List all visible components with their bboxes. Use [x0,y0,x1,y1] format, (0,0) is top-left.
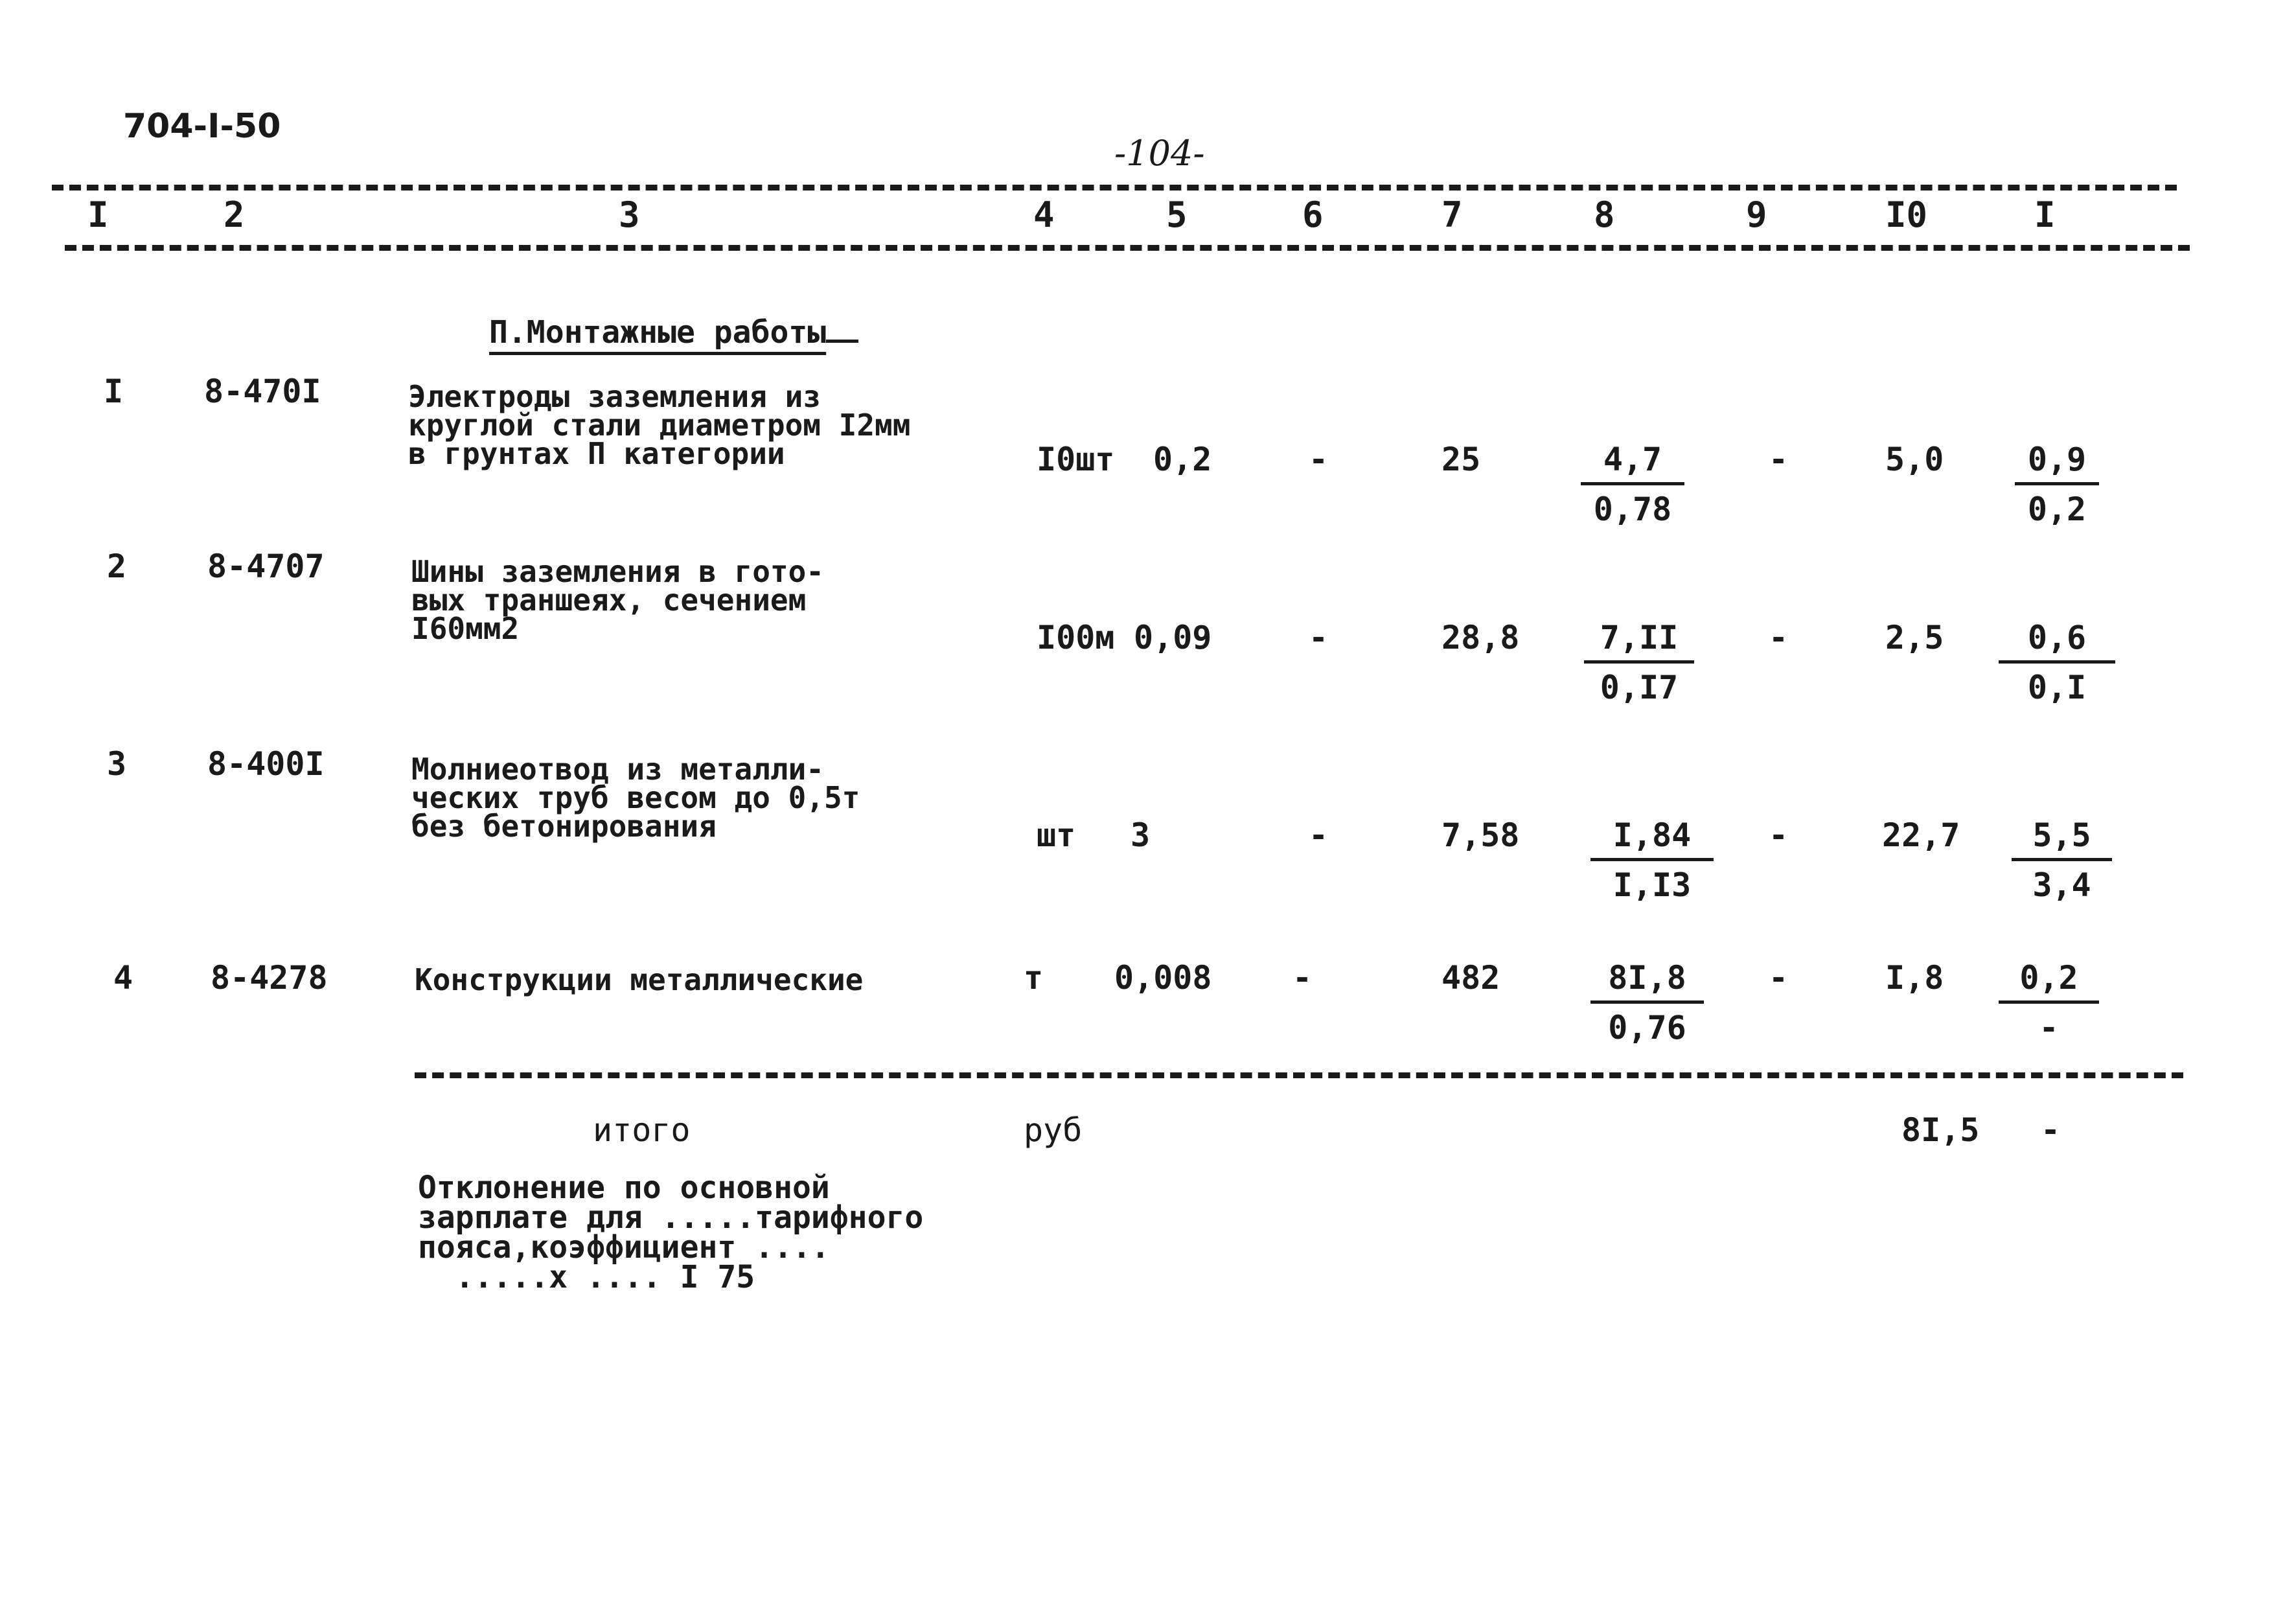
col11-top: 0,6 [1999,619,2115,664]
header-bottom-rule [65,245,2190,251]
work-description: Шины заземления в гото- вых траншеях, сечением I60мм2 [411,554,824,646]
rate-code: 8-4278 [211,959,328,997]
unit: I0шт [1037,441,1115,478]
col11-top: 0,2 [1999,959,2099,1004]
document-code: 704-I-50 [123,107,281,146]
col11-fraction [2012,816,2112,904]
col6-value: - [1292,959,1313,997]
col6-value: - [1309,816,1329,854]
quantity: 0,008 [1114,959,1212,997]
col-header-5: 5 [1166,194,1188,235]
col-header-3: 3 [619,194,640,235]
row-number: 4 [113,959,133,997]
unit: шт [1037,816,1076,854]
col10-value: I,8 [1885,959,1944,997]
col8-bottom: 0,78 [1593,491,1672,528]
col-header-7: 7 [1441,194,1463,235]
col8-top: 8I,8 [1590,959,1704,1004]
col-header-10: I0 [1885,194,1928,235]
col9-value: - [1769,816,1789,854]
col8-top: 4,7 [1581,441,1684,485]
col7-value: 7,58 [1441,816,1520,854]
col8-bottom: I,I3 [1613,866,1692,904]
col7-value: 25 [1441,441,1481,478]
col11-top: 5,5 [2012,816,2112,861]
col10-value: 2,5 [1885,619,1944,656]
col-header-11: I [2034,194,2056,235]
total-rule [415,1072,2183,1078]
col6-value: - [1309,441,1329,478]
col-header-9: 9 [1746,194,1767,235]
col11-top: 0,9 [2015,441,2099,485]
col11-fraction [1999,959,2099,1046]
total-unit: руб [1024,1111,1083,1149]
col-header-6: 6 [1302,194,1324,235]
col-header-1: I [87,194,109,235]
total-value: 8I,5 [1901,1111,1980,1149]
quantity: 0,09 [1134,619,1212,656]
rate-code: 8-4707 [207,548,325,585]
col10-value: 5,0 [1885,441,1944,478]
col9-value: - [1769,619,1789,656]
col8-bottom: 0,76 [1608,1009,1686,1046]
work-description: Молниеотвод из металли- ческих труб весом до 0,5т без бетонирования [411,752,860,844]
col9-value: - [1769,441,1789,478]
page-number: -104- [1114,133,1205,174]
total-col11: - [2041,1111,2061,1149]
col11-bottom: 0,2 [2027,491,2087,528]
col8-fraction [1581,441,1684,528]
work-description: Конструкции металлические [415,962,864,997]
rate-code: 8-400I [207,745,325,783]
col6-value: - [1309,619,1329,656]
unit: т [1024,959,1044,997]
col11-bottom: - [2039,1009,2059,1046]
col8-top: I,84 [1590,816,1714,861]
col8-fraction [1584,619,1694,706]
col11-bottom: 3,4 [2032,866,2091,904]
col8-fraction [1590,959,1704,1046]
col-header-2: 2 [224,194,245,235]
total-label: итого [593,1111,691,1149]
col7-value: 28,8 [1441,619,1520,656]
row-number: 2 [107,548,127,585]
work-description: Электроды заземления из круглой стали диаметром I2мм в грунтах П категории [408,379,911,471]
col-header-8: 8 [1594,194,1615,235]
row-number: 3 [107,745,127,783]
quantity: 0,2 [1153,441,1212,478]
deviation-note: Отклонение по основной зарплате для .....тарифного пояса,коэффициент .... .....х .... I 75 [418,1170,924,1295]
col8-top: 7,II [1584,619,1694,664]
header-top-rule [52,185,2177,191]
quantity: 3 [1131,816,1151,854]
rate-code: 8-470I [204,373,321,410]
section-title: П.Монтажные работы [489,314,858,351]
col8-fraction [1590,816,1714,904]
col-header-4: 4 [1033,194,1055,235]
col8-bottom: 0,I7 [1600,669,1679,706]
col11-fraction [2015,441,2099,528]
col7-value: 482 [1441,959,1500,997]
row-number: I [104,373,124,410]
col9-value: - [1769,959,1789,997]
col11-fraction [1999,619,2115,706]
col10-value: 22,7 [1882,816,1960,854]
unit: I00м [1037,619,1115,656]
col11-bottom: 0,I [2027,669,2087,706]
